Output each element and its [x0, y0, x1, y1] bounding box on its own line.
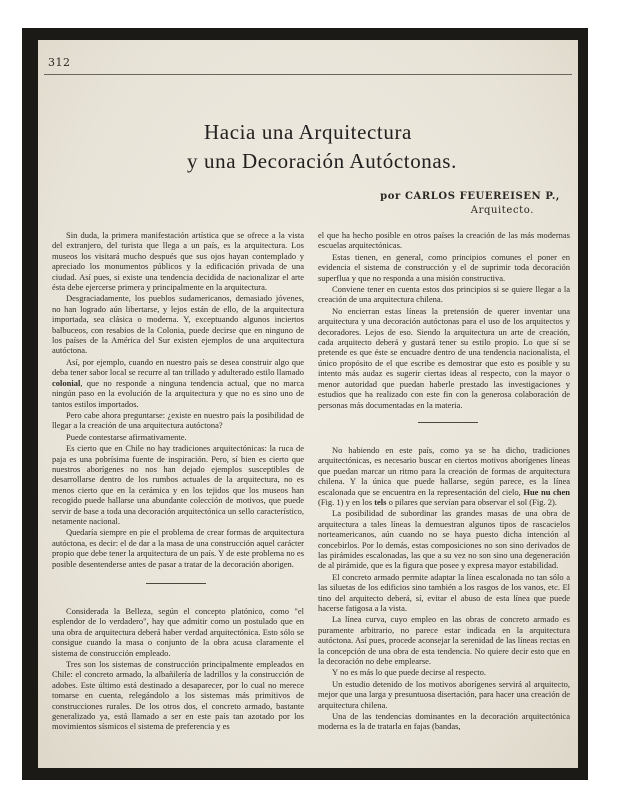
paragraph: Conviene tener en cuenta estos dos principios si se quiere llegar a la creación de una arquitectura chilena. — [318, 284, 570, 305]
paragraph: Es cierto que en Chile no hay tradiciones arquitectónicas: la ruca de paja es una pobrísima fuente de inspiración. Pero, sí bien es cierto que nuestros aborígenes no nos han dejado ejemplos susceptibles de desarrollarse dentro de los rumbos actuales de la arquitectura, no es menos cierto que en la cerámica y en los tejidos que los museos han recogido puede hallarse una abundante colección de motivos, que puede servir de base a toda una decoración arquitectónica un sello característico, netamente nacional. — [52, 443, 304, 526]
paragraph: Pero cabe ahora preguntarse: ¿existe en nuestro país la posibilidad de llegar a la creación de una arquitectura autóctona? — [52, 409, 304, 431]
paragraph: Quedaría siempre en pie el problema de crear formas de arquitectura autóctona, es decir: el de dar a la masa de una construcción aquel carácter propio que debe tener la arquitectura de un país. Y de este problema no es posible desentenderse antes de pasar a tratar de la decoración aborigen. — [52, 527, 304, 569]
right-column — [318, 230, 570, 732]
paragraph: Y no es más lo que puede decirse al respecto. — [332, 667, 487, 678]
paragraph: La posibilidad de subordinar las grandes masas de una obra de arquitectura a tales líneas la demuestran algunos tipos de rascacielos norteamericanos, aún cuando no se haya puesto dicha intención al concebirlos. Por lo demás, estas composiciones no son sino derivados de las pirámides escalonadas, las que a su vez no son sino una degeneración de al pirámide, que es la figura que posee y expresa mayor estabilidad. — [318, 508, 570, 571]
author-name: por CARLOS FEUEREISEN P., — [380, 191, 560, 202]
article-title — [38, 118, 578, 176]
paragraph: Puede contestarse afirmativamente. — [66, 431, 187, 442]
page-number: 312 — [48, 56, 71, 69]
paragraph: Estas tienen, en general, como principios comunes el poner en evidencia el sistema de construcción y el de suprimir toda decoración superflua y que no responda a una misión constructiva. — [318, 251, 570, 283]
header-rule — [44, 74, 572, 75]
paragraph: La línea curva, cuyo empleo en las obras de concreto armado es puramente arbitrario, no parece estar indicada en la arquitectura autóctona. Así pues, procede aconsejar la serenidad de las líneas rectas en la concepción de una obra de esta tendencia. No quiere decir esto que en la decoración no debe emplearse. — [318, 614, 570, 667]
paragraph: El concreto armado permite adaptar la línea escalonada no tan sólo a las siluetas de los edificios sino también a los rasgos de los vanos, etc. El tino del arquitecto deberá, sí, evitar el abuso de esta línea que puede hacerse fatigosa a la vista. — [318, 571, 570, 613]
paragraph: Así, por ejemplo, cuando en nuestro país se desea construir algo que deba tener sabor local se recurre al tan trillado y adulterado estilo llamado colonial, que no responde a ninguna tendencia actual, que no marca ningún paso en la evolución de la arquitectura y que no es sino uno de tantos estilos importados. — [52, 356, 304, 409]
author-role: Arquitecto. — [470, 205, 534, 216]
paragraph: No encierran estas líneas la pretensión de querer inventar una arquitectura y una decoración autóctonas para el uso de los arquitectos y decoradores. Lejos de eso. Siendo la arquitectura un arte de creación, cada arquitecto deberá y gustará tener su estilo propio. Lo que sí se pretende es que éste se encuadre dentro de una tendencia nacionalista, el único propósito de el que escribe es demostrar que esto es posible y su intento más audaz es sugerir ciertas ideas al respecto, con la mayor o menor autoridad que puedan haberle prestado las investigaciones y estudios que ha realizado con este fin con la generosa colaboración de personas más documentadas en la materia. — [318, 305, 570, 410]
paragraph: Desgraciadamente, los pueblos sudamericanos, demasiado jóvenes, no han logrado aún libertarse, y lejos están de ello, de la arquitectura importada, sea clásica o moderna. Y, exceptuando algunos inciertos balbuceos, con resabios de la Colonia, puede decirse que en ninguno de los países de la América del Sur existen ejemplos de una arquitectura autóctona. — [52, 293, 304, 356]
left-column — [52, 230, 304, 732]
paragraph: Sin duda, la primera manifestación artística que se ofrece a la vista del extranjero, del turista que llega a un país, es la arquitectura. Los museos los visitará mucho después que sus ojos hayan contemplado y apreciado los monumentos públicos y la edificación privada de una ciudad. Así pues, si existe una tendencia decidida de nacionalizar el arte ésta debe ejercerse primera y principalmente en la arquitectura. — [52, 230, 304, 293]
title-line-2: y una Decoración Autóctonas. — [187, 149, 457, 173]
section-divider — [146, 583, 206, 584]
author-block — [380, 190, 560, 218]
paragraph: Una de las tendencias dominantes en la decoración arquitectónica moderna es la de tratarla en fajas (bandas, — [318, 711, 570, 732]
emphasis-text: Hue nu chen — [523, 486, 570, 497]
emphasis-text: colonial — [52, 377, 81, 388]
document-page — [38, 40, 578, 768]
paragraph: Tres son los sistemas de construcción principalmente empleados en Chile: el concreto armado, la albañilería de ladrillos y la construcción de adobes. Este último está destinado a desaparecer, por lo cual no merece tomarse en cuenta, relegándolo a los sistemas más primitivos de construcciones rurales. De los otros dos, el concreto armado, bastante generalizado ya, está llamado a ser en este país tan azotado por los movimientos sísmicos el sistema de preferencia y es — [52, 659, 304, 732]
paragraph: el que ha hecho posible en otros países la creación de las más modernas escuelas arquitectónicas. — [318, 230, 570, 251]
paragraph: Un estudio detenido de los motivos aborígenes servirá al arquitecto, mejor que una larga y presuntuosa disertación, para hacer una creación de arquitectura chilena. — [318, 678, 570, 710]
title-line-1: Hacia una Arquitectura — [204, 120, 412, 144]
section-divider — [418, 422, 478, 423]
paragraph: Considerada la Belleza, según el concepto platónico, como "el esplendor de lo verdadero", hay que admitir como un postulado que en una obra de arquitectura deberá haber verdad arquitectónica. Esto sólo se consigue cuando la masa o conjunto de la obra acusa claramente el sistema de construcción empleado. — [52, 606, 304, 658]
emphasis-text: tels — [374, 496, 387, 507]
paragraph: No habiendo en este país, como ya se ha dicho, tradiciones arquitectónicas, es necesario buscar en ciertos motivos aborígenes líneas que puedan marcar un ritmo para la creación de formas de arquitectura chilena. Y la única que puede hallarse, según parece, es la línea escalonada que se encuentra en la representación del cielo, Hue nu chen (Fig. 1) y en los tels o pilares que servían para observar el sol (Fig. 2). — [318, 444, 570, 507]
